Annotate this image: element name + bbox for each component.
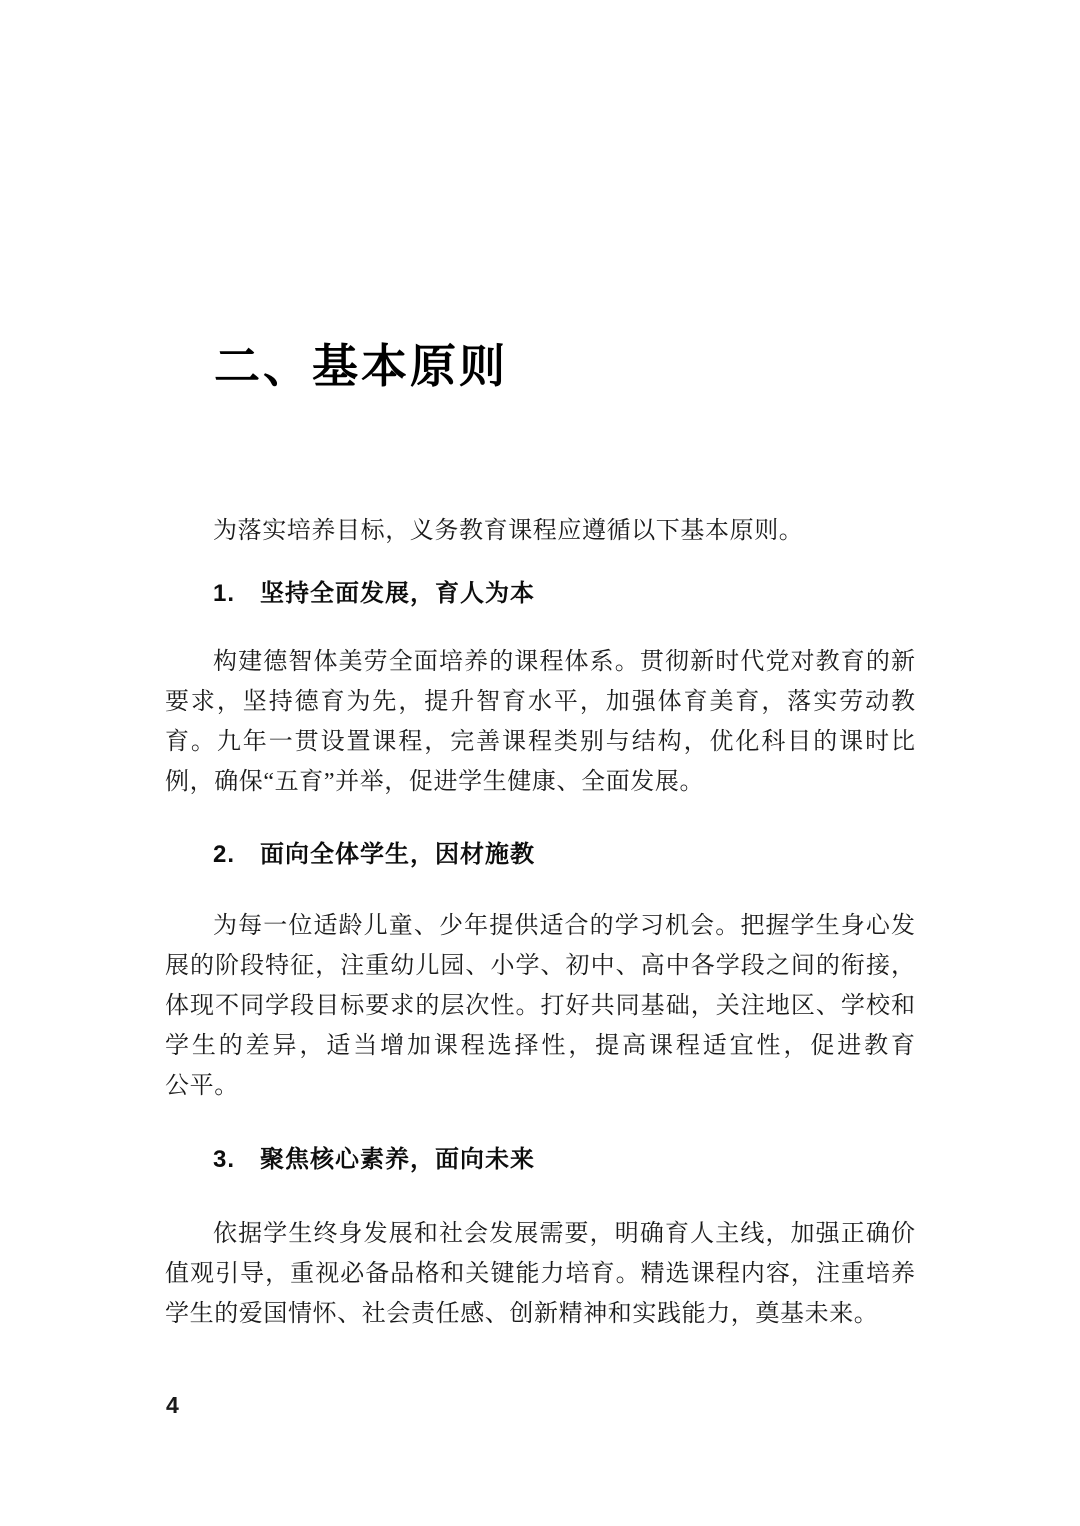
text-line: 例，确保“五育”并举，促进学生健康、全面发展。 bbox=[165, 769, 705, 795]
page-number: 4 bbox=[166, 1392, 179, 1418]
text-line: 公平。 bbox=[165, 1073, 239, 1099]
text-line: 学生的差异，适当增加课程选择性，提高课程适宜性，促进教育 bbox=[165, 1033, 915, 1059]
text-line: 育。九年一贯设置课程，完善课程类别与结构，优化科目的课时比 bbox=[165, 729, 915, 755]
section-paragraph-3 bbox=[165, 1214, 915, 1334]
section-heading-2: 2. 面向全体学生，因材施教 bbox=[213, 841, 536, 868]
text-line: 体现不同学段目标要求的层次性。打好共同基础，关注地区、学校和 bbox=[165, 993, 915, 1019]
text-line: 为落实培养目标，义务教育课程应遵循以下基本原则。 bbox=[213, 518, 804, 544]
text-line: 依据学生终身发展和社会发展需要，明确育人主线，加强正确价 bbox=[213, 1221, 915, 1247]
text-line: 构建德智体美劳全面培养的课程体系。贯彻新时代党对教育的新 bbox=[213, 649, 915, 675]
text-line: 要求，坚持德育为先，提升智育水平，加强体育美育，落实劳动教 bbox=[165, 689, 915, 715]
section-paragraph-2 bbox=[165, 906, 915, 1106]
text-line: 学生的爱国情怀、社会责任感、创新精神和实践能力，奠基未来。 bbox=[165, 1301, 879, 1327]
intro-paragraph bbox=[165, 511, 915, 551]
text-line: 值观引导，重视必备品格和关键能力培育。精选课程内容，注重培养 bbox=[165, 1261, 915, 1287]
section-paragraph-1 bbox=[165, 642, 915, 802]
section-heading-3: 3. 聚焦核心素养，面向未来 bbox=[213, 1146, 536, 1173]
text-line: 展的阶段特征，注重幼儿园、小学、初中、高中各学段之间的衔接， bbox=[165, 953, 915, 979]
text-line: 为每一位适龄儿童、少年提供适合的学习机会。把握学生身心发 bbox=[213, 913, 915, 939]
page-title: 二、基本原则 bbox=[214, 341, 508, 392]
section-heading-1: 1. 坚持全面发展，育人为本 bbox=[213, 580, 536, 607]
